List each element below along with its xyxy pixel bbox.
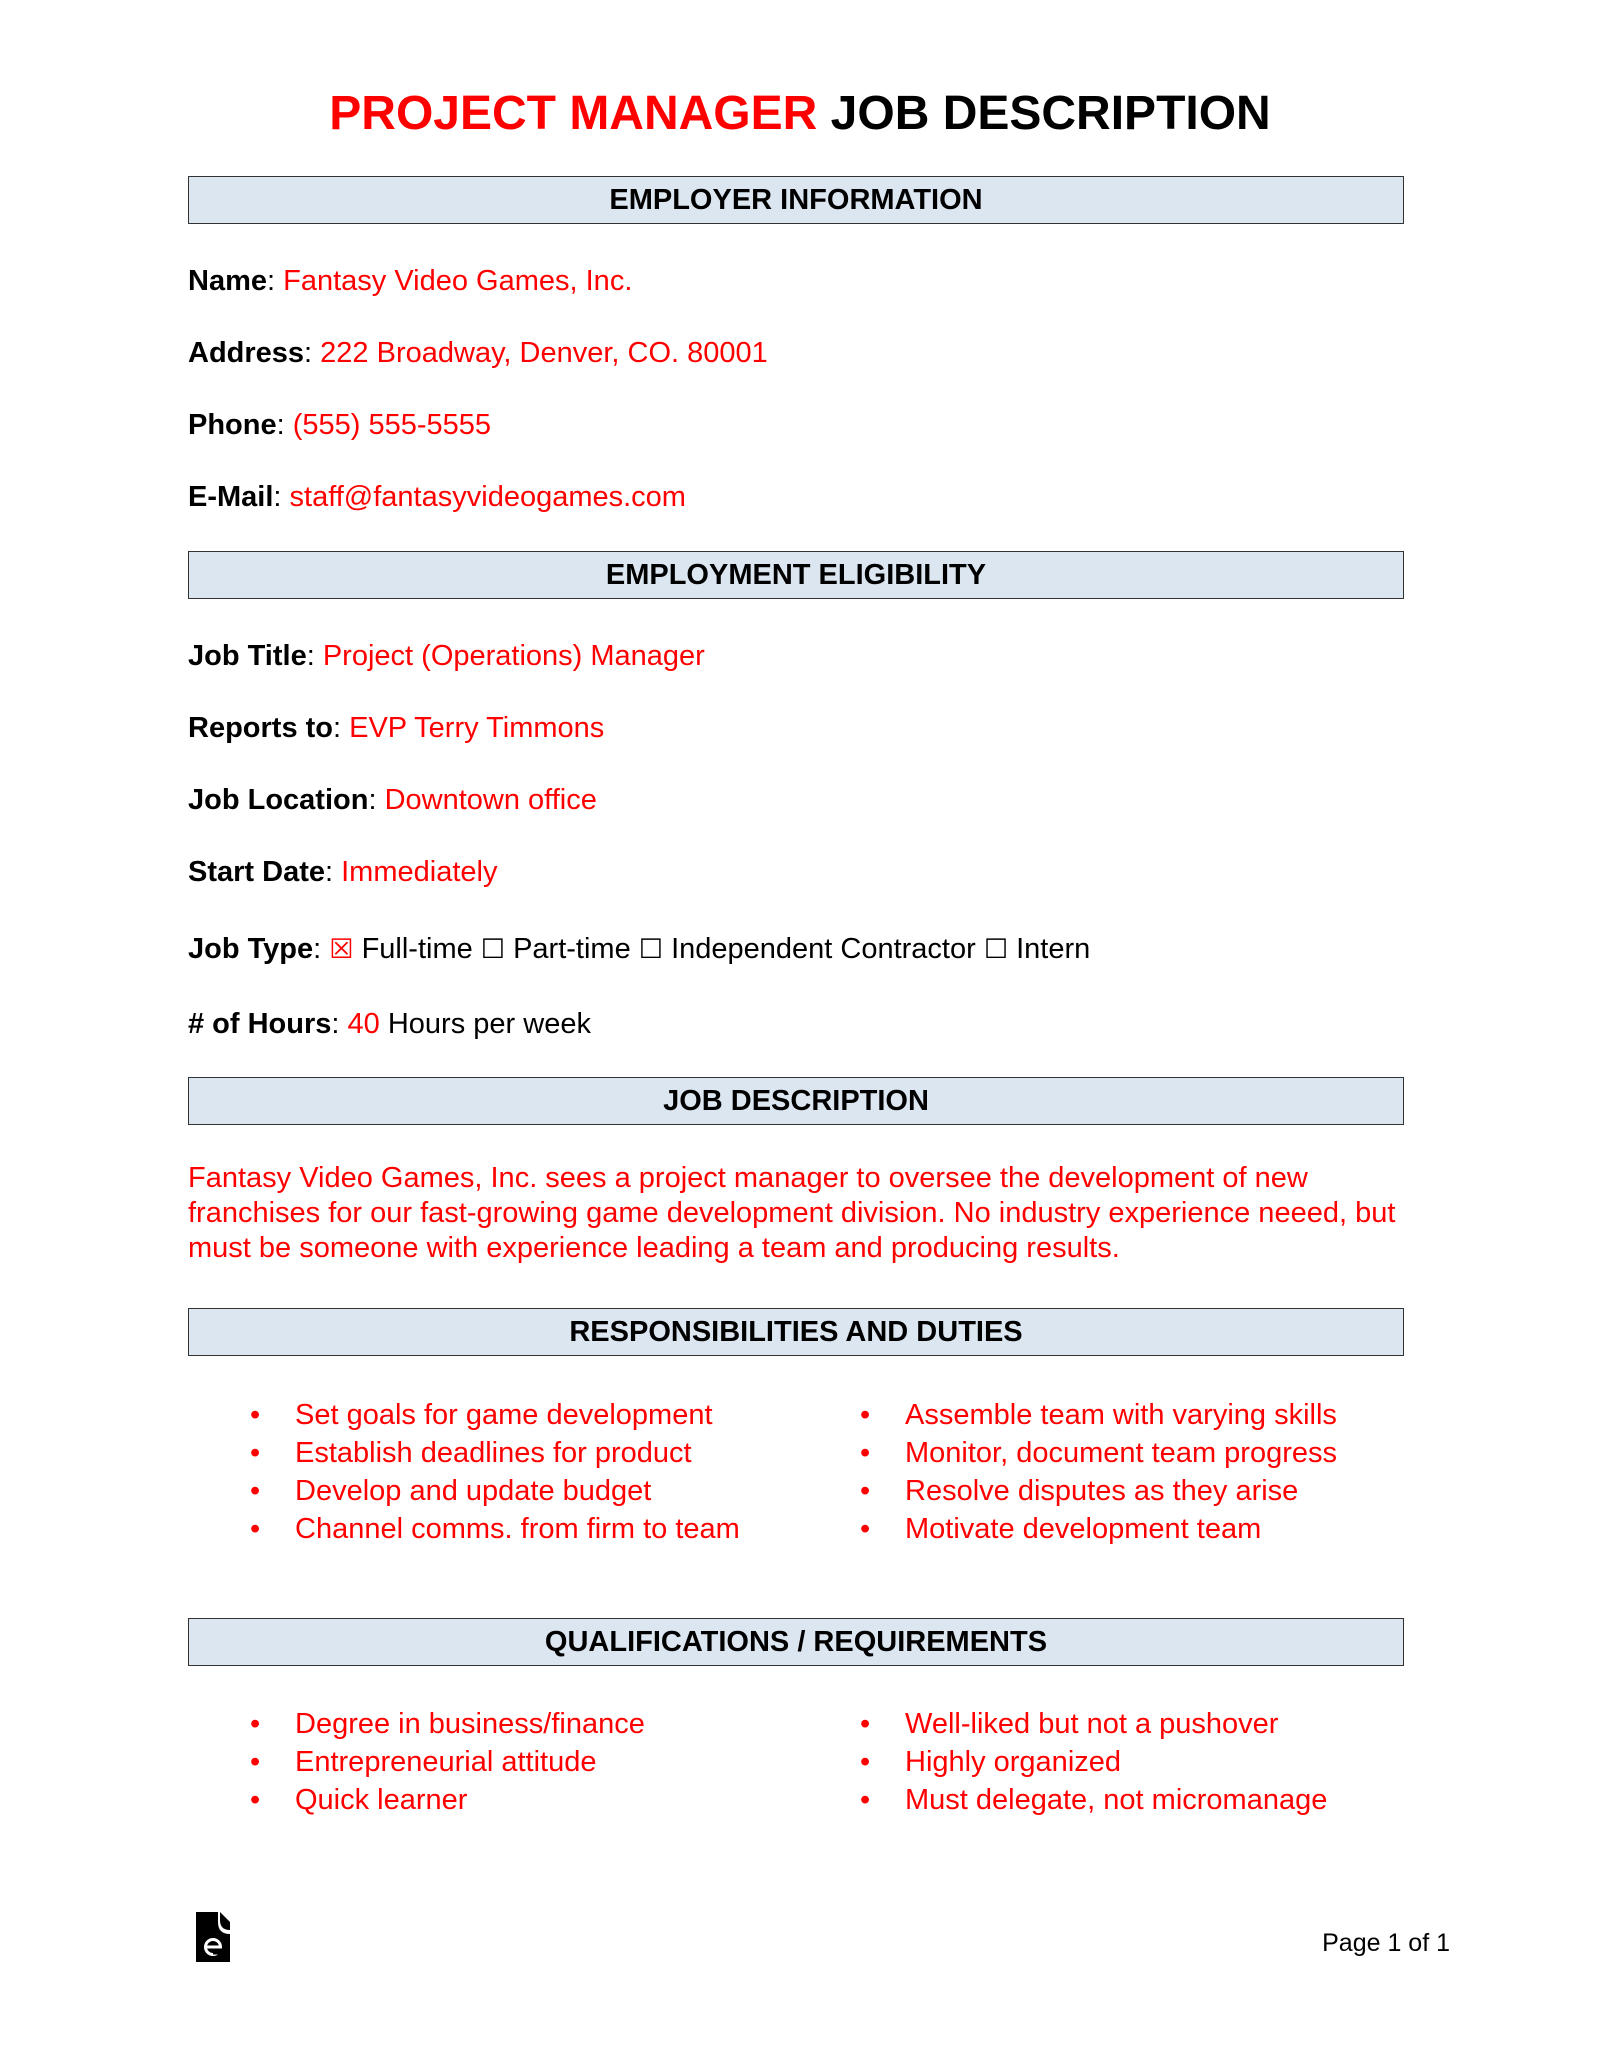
employer-address-value: 222 Broadway, Denver, CO. 80001 [320, 337, 768, 369]
bullet-icon: • [250, 1784, 261, 1816]
list-item-text: Entrepreneurial attitude [295, 1746, 597, 1778]
section-employer-information: EMPLOYER INFORMATION [188, 176, 1404, 224]
list-item-text: Well-liked but not a pushover [905, 1708, 1279, 1740]
reports-to-field: Reports to: EVP Terry Timmons [188, 712, 605, 744]
responsibilities-list-right [860, 1396, 1337, 1548]
job-type-label: Job Type [188, 933, 314, 965]
start-date-field: Start Date: Immediately [188, 856, 498, 888]
hours-field: # of Hours: 40 Hours per week [188, 1008, 591, 1040]
employer-name-value: Fantasy Video Games, Inc. [283, 265, 633, 297]
bullet-icon: • [250, 1399, 261, 1431]
job-title-value: Project (Operations) Manager [322, 640, 705, 672]
section-employment-eligibility: EMPLOYMENT ELIGIBILITY [188, 551, 1404, 599]
full-time-label: Full-time [361, 933, 473, 965]
employer-email-label: E-Mail [188, 481, 274, 513]
document-title [0, 86, 1600, 142]
employer-phone-field: Phone: (555) 555-5555 [188, 409, 492, 441]
bullet-icon: • [860, 1746, 871, 1778]
title-red-part: PROJECT MANAGER [329, 87, 818, 140]
bullet-icon: • [250, 1437, 261, 1469]
list-item [860, 1434, 1337, 1472]
list-item [250, 1743, 645, 1781]
list-item-text: Highly organized [905, 1746, 1122, 1778]
responsibilities-list-left [250, 1396, 740, 1548]
intern-label: Intern [1016, 933, 1091, 965]
list-item [250, 1434, 740, 1472]
hours-value: 40 [347, 1008, 380, 1040]
section-job-description: JOB DESCRIPTION [188, 1077, 1404, 1125]
list-item [250, 1472, 740, 1510]
list-item-text: Monitor, document team progress [905, 1437, 1337, 1469]
bullet-icon: • [250, 1513, 261, 1545]
list-item [860, 1472, 1337, 1510]
job-title-field: Job Title: Project (Operations) Manager [188, 640, 705, 672]
list-item [860, 1743, 1327, 1781]
qualifications-list-left [250, 1705, 645, 1819]
list-item [860, 1510, 1337, 1548]
list-item [860, 1396, 1337, 1434]
list-item [860, 1781, 1327, 1819]
employer-address-field: Address: 222 Broadway, Denver, CO. 80001 [188, 337, 768, 369]
list-item-text: Set goals for game development [295, 1399, 713, 1431]
employer-address-label: Address [188, 337, 305, 369]
section-responsibilities: RESPONSIBILITIES AND DUTIES [188, 1308, 1404, 1356]
bullet-icon: • [860, 1399, 871, 1431]
job-location-label: Job Location [188, 784, 369, 816]
full-time-checkbox[interactable]: ☒ [329, 934, 354, 965]
intern-checkbox[interactable]: ☐ [983, 934, 1009, 965]
list-item [250, 1781, 645, 1819]
reports-to-label: Reports to [188, 712, 333, 744]
part-time-checkbox[interactable]: ☐ [480, 934, 506, 965]
section-qualifications: QUALIFICATIONS / REQUIREMENTS [188, 1618, 1404, 1666]
list-item-text: Develop and update budget [295, 1475, 652, 1507]
start-date-label: Start Date [188, 856, 325, 888]
employer-phone-label: Phone [188, 409, 277, 441]
list-item-text: Quick learner [295, 1784, 468, 1816]
bullet-icon: • [860, 1708, 871, 1740]
part-time-label: Part-time [513, 933, 631, 965]
list-item-text: Assemble team with varying skills [905, 1399, 1337, 1431]
independent-contractor-label: Independent Contractor [671, 933, 976, 965]
start-date-value: Immediately [341, 856, 498, 888]
list-item [860, 1705, 1327, 1743]
employer-email-value: staff@fantasyvideogames.com [289, 481, 686, 513]
hours-suffix: Hours per week [387, 1008, 591, 1040]
bullet-icon: • [860, 1784, 871, 1816]
qualifications-list-right [860, 1705, 1327, 1819]
independent-contractor-checkbox[interactable]: ☐ [638, 934, 663, 965]
job-location-field: Job Location: Downtown office [188, 784, 597, 816]
hours-label: # of Hours [188, 1008, 332, 1040]
employer-name-field: Name: Fantasy Video Games, Inc. [188, 265, 633, 297]
employer-email-field: E-Mail: staff@fantasyvideogames.com [188, 481, 686, 513]
employer-name-label: Name [188, 265, 267, 297]
eforms-logo-icon [196, 1912, 230, 1962]
list-item-text: Must delegate, not micromanage [905, 1784, 1328, 1816]
list-item-text: Degree in business/finance [295, 1708, 645, 1740]
bullet-icon: • [250, 1475, 261, 1507]
bullet-icon: • [860, 1475, 871, 1507]
bullet-icon: • [250, 1746, 261, 1778]
job-type-field: Job Type: ☒ Full-time ☐ Part-time ☐ Independent Contractor ☐ Intern [188, 931, 1090, 968]
reports-to-value: EVP Terry Timmons [349, 712, 605, 744]
bullet-icon: • [250, 1708, 261, 1740]
list-item-text: Motivate development team [905, 1513, 1262, 1545]
list-item-text: Establish deadlines for product [295, 1437, 692, 1469]
employer-phone-value: (555) 555-5555 [292, 409, 492, 441]
list-item [250, 1705, 645, 1743]
bullet-icon: • [860, 1437, 871, 1469]
job-title-label: Job Title [188, 640, 307, 672]
list-item [250, 1396, 740, 1434]
page-number: Page 1 of 1 [1322, 1929, 1450, 1957]
list-item-text: Channel comms. from firm to team [295, 1513, 740, 1545]
job-description-text: Fantasy Video Games, Inc. sees a project manager to oversee the development of new franchises for our fast-growing game development division. No industry experience neeed, but must be someone with experience leading a team and producing results. [188, 1162, 1396, 1264]
job-location-value: Downtown office [384, 784, 597, 816]
list-item [250, 1510, 740, 1548]
title-black-part: JOB DESCRIPTION [830, 87, 1271, 140]
list-item-text: Resolve disputes as they arise [905, 1475, 1299, 1507]
bullet-icon: • [860, 1513, 871, 1545]
